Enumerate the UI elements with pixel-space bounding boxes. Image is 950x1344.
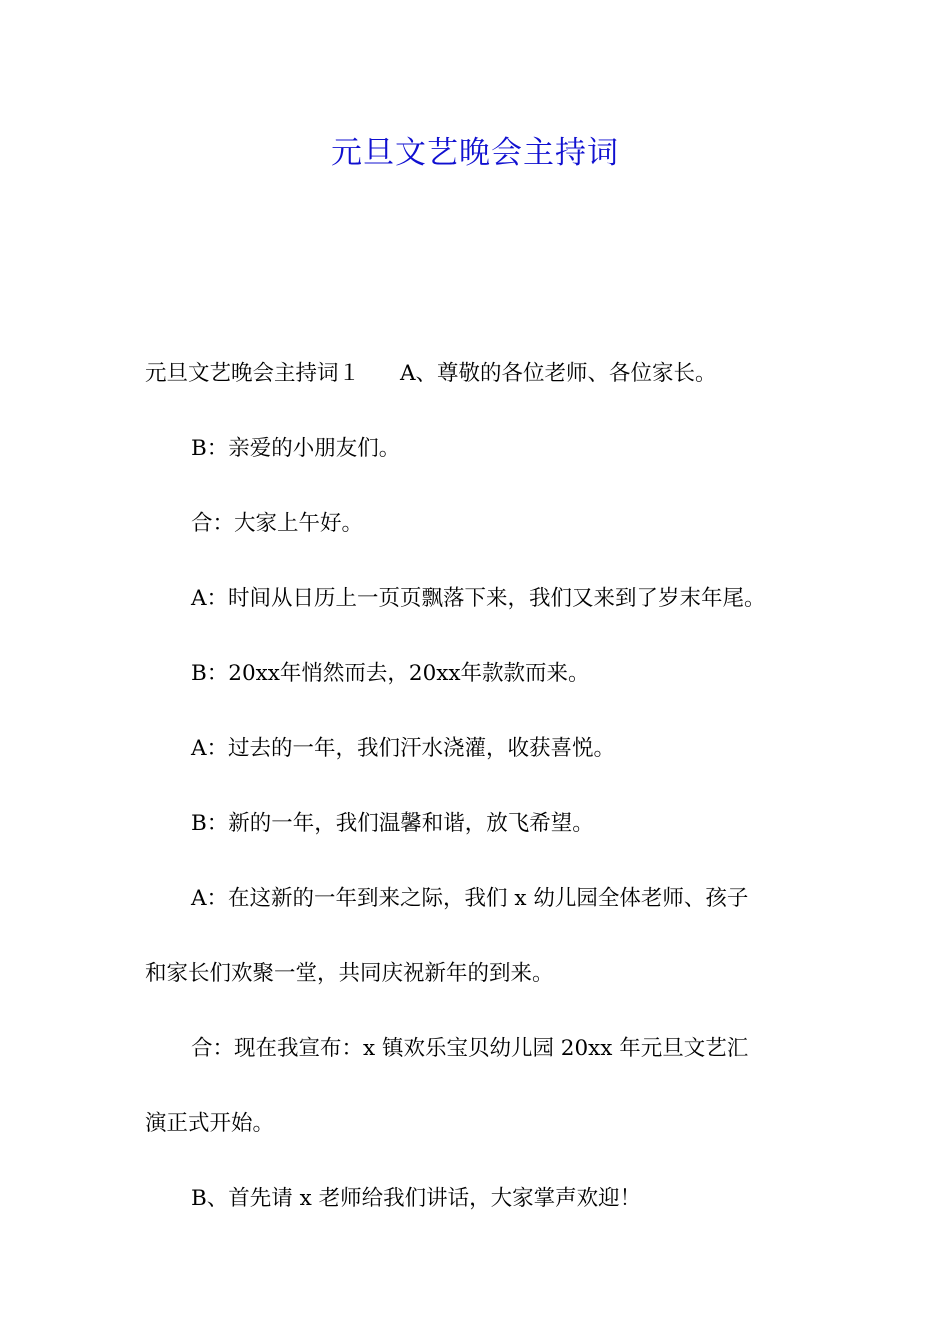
paragraph: B：20xx年悄然而去，20xx年款款而来。	[191, 661, 590, 686]
document-body	[145, 336, 825, 1236]
paragraph-continuation: 和家长们欢聚一堂，共同庆祝新年的到来。	[145, 961, 554, 986]
paragraph	[145, 336, 825, 411]
section-heading: 元旦文艺晚会主持词１	[145, 361, 361, 386]
paragraph: A：过去的一年，我们汗水浇灌，收获喜悦。	[191, 736, 616, 761]
paragraph: 合：大家上午好。	[191, 511, 364, 536]
paragraph: B、首先请 x 老师给我们讲话，大家掌声欢迎！	[191, 1186, 642, 1211]
paragraph-text: A、尊敬的各位老师、各位家长。	[400, 361, 717, 386]
document-title: 元旦文艺晚会主持词	[331, 135, 619, 171]
paragraph-line: A：在这新的一年到来之际，我们 x 幼儿园全体老师、孩子	[191, 886, 749, 911]
paragraph: B：新的一年，我们温馨和谐，放飞希望。	[191, 811, 594, 836]
paragraph-line: 合：现在我宣布：x 镇欢乐宝贝幼儿园 20xx 年元旦文艺汇	[191, 1036, 749, 1061]
paragraph: B：亲爱的小朋友们。	[191, 436, 401, 461]
paragraph: A：时间从日历上一页页飘落下来，我们又来到了岁末年尾。	[191, 586, 766, 611]
paragraph-continuation: 演正式开始。	[145, 1111, 275, 1136]
